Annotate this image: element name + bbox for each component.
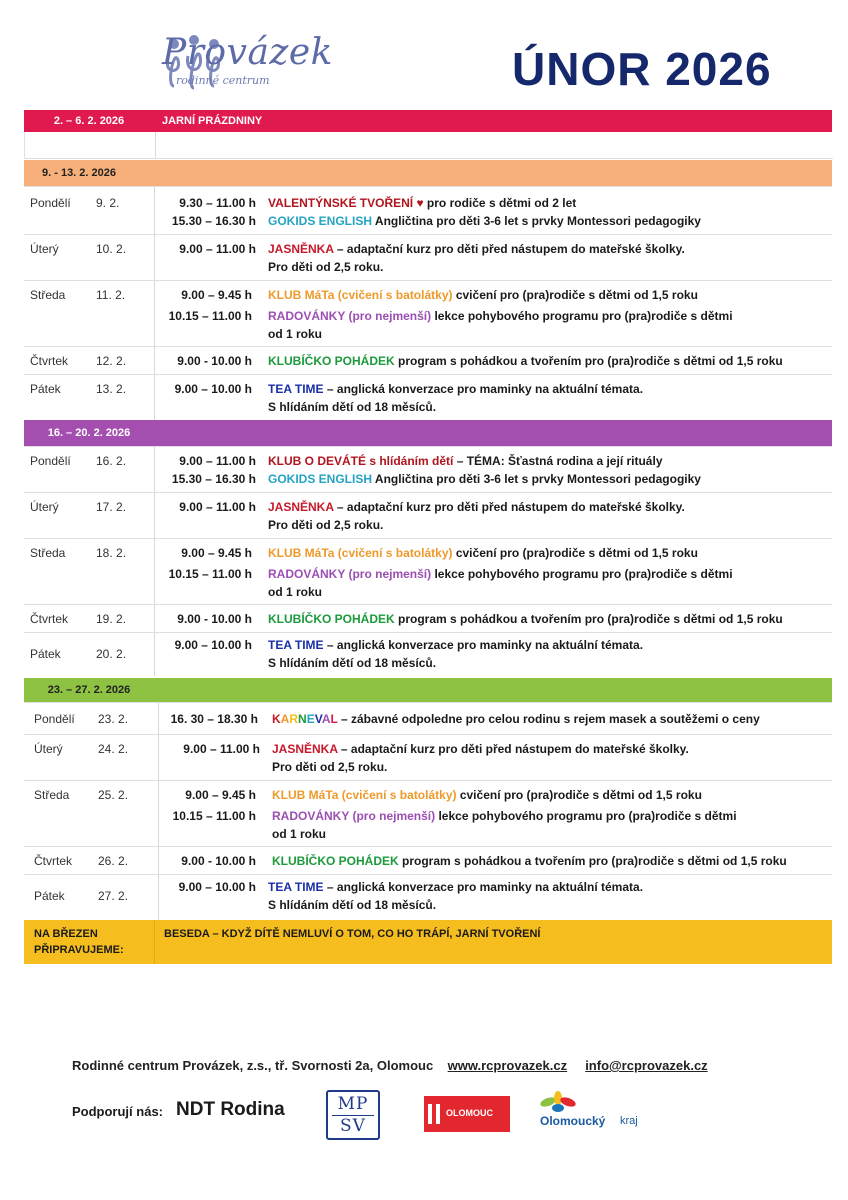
event-name: RADOVÁNKY (pro nejmenší) [268, 567, 432, 581]
event-desc: pro rodiče s dětmi od 2 let [423, 196, 577, 210]
event-time: 10.15 – 11.00 h [168, 567, 252, 581]
day-date: 11. 2. [96, 288, 126, 302]
event-name: RADOVÁNKY (pro nejmenší) [268, 309, 432, 323]
day-row [24, 846, 832, 875]
event-time: 10.15 – 11.00 h [172, 809, 256, 823]
event-time: 10.15 – 11.00 h [168, 309, 252, 323]
day-row [24, 492, 832, 539]
event-time: 9.30 – 11.00 h [179, 196, 256, 210]
event-line [268, 288, 698, 302]
event-desc: lekce pohybového programu pro (pra)rodiče s dětmi [431, 309, 733, 323]
event-line [268, 214, 701, 228]
event-time: 9.00 – 11.00 h [179, 500, 256, 514]
day-row [24, 234, 832, 281]
day-date: 9. 2. [96, 196, 120, 210]
event-desc: – adaptační kurz pro děti před nástupem do mateřské školky. [333, 242, 685, 256]
day-name: Úterý [34, 742, 63, 756]
event-desc: cvičení pro (pra)rodiče s dětmi od 1,5 roku [452, 546, 698, 560]
event-name: KLUBÍČKO POHÁDEK [268, 354, 395, 368]
event-desc: – adaptační kurz pro děti před nástupem do mateřské školky. [333, 500, 685, 514]
event-time: 9.00 – 10.00 h [178, 880, 256, 894]
day-row [24, 702, 832, 735]
day-row [24, 632, 832, 677]
day-name: Úterý [30, 500, 59, 514]
day-name: Pondělí [30, 196, 71, 210]
announcement-bar [24, 920, 832, 964]
day-row [24, 346, 832, 375]
event-desc-cont: od 1 roku [268, 327, 323, 341]
day-date: 23. 2. [98, 712, 129, 726]
event-line [268, 454, 663, 468]
event-name: VALENTÝNSKÉ TVOŘENÍ [268, 196, 414, 210]
event-line [268, 567, 733, 581]
event-time: 9.00 – 10.00 h [174, 638, 252, 652]
day-name: Pátek [30, 647, 61, 661]
day-date: 10. 2. [96, 242, 127, 256]
day-row [24, 374, 832, 421]
event-line [268, 500, 685, 514]
event-desc: – anglická konverzace pro maminky na aktuální témata. [323, 382, 644, 396]
event-line [272, 712, 760, 726]
event-desc: – TÉMA: Šťastná rodina a její rituály [453, 454, 663, 468]
week-label: 9. - 13. 2. 2026 [42, 167, 116, 179]
day-name: Pátek [34, 889, 65, 903]
event-line [268, 309, 733, 323]
day-name: Středa [34, 788, 70, 802]
announce-label-2: PŘIPRAVUJEME: [34, 944, 124, 956]
karneval-letter: E [306, 712, 315, 726]
event-name: JASNĚNKA [272, 742, 338, 756]
event-time: 9.00 – 11.00 h [179, 454, 256, 468]
event-name: JASNĚNKA [268, 500, 334, 514]
karneval-letter: N [298, 712, 307, 726]
event-line [268, 880, 643, 894]
event-time: 9.00 – 9.45 h [185, 788, 256, 802]
event-time: 9.00 – 10.00 h [174, 382, 252, 396]
event-line [272, 788, 702, 802]
page-title: ÚNOR 2026 [512, 43, 772, 95]
event-desc: – adaptační kurz pro děti před nástupem do mateřské školky. [337, 742, 689, 756]
event-desc: program s pohádkou a tvořením pro (pra)rodiče s dětmi od 1,5 roku [394, 612, 783, 626]
event-time: 16. 30 – 18.30 h [170, 712, 258, 726]
day-date: 25. 2. [98, 788, 129, 802]
event-line [268, 472, 701, 486]
day-row [24, 538, 832, 605]
day-row [24, 446, 832, 493]
announce-label-1: NA BŘEZEN [34, 928, 98, 940]
event-time: 9.00 - 10.00 h [181, 854, 256, 868]
event-line [272, 809, 737, 823]
event-desc: program s pohádkou a tvořením pro (pra)rodiče s dětmi od 1,5 roku [398, 854, 787, 868]
flower-icon [538, 1090, 578, 1116]
event-time: 15.30 – 16.30 h [171, 472, 256, 486]
day-row [24, 280, 832, 347]
event-desc-cont: Pro děti od 2,5 roku. [268, 260, 384, 274]
week-bar [24, 420, 832, 446]
day-date: 19. 2. [96, 612, 127, 626]
event-desc: – anglická konverzace pro maminky na aktuální témata. [323, 638, 644, 652]
logo-name: Provázek [162, 32, 333, 73]
day-name: Středa [30, 546, 66, 560]
event-name: KLUB O DEVÁTÉ s hlídáním dětí [268, 454, 454, 468]
event-time: 9.00 – 11.00 h [183, 742, 260, 756]
day-date: 12. 2. [96, 354, 127, 368]
event-time: 9.00 - 10.00 h [177, 612, 252, 626]
event-line [268, 612, 783, 626]
karneval-letter: A [321, 712, 331, 726]
kraj-text-2: kraj [620, 1115, 638, 1127]
week-bar [24, 160, 832, 186]
event-name: GOKIDS ENGLISH [268, 214, 373, 228]
week-bar [24, 678, 832, 702]
event-name: KLUB MáTa (cvičení s batolátky) [268, 288, 453, 302]
karneval-letter: A [280, 712, 290, 726]
day-row [24, 604, 832, 633]
event-desc: Angličtina pro děti 3-6 let s prvky Montessori pedagogiky [372, 214, 701, 228]
event-name: JASNĚNKA [268, 242, 334, 256]
day-row [24, 780, 832, 847]
day-date: 27. 2. [98, 889, 129, 903]
event-line [268, 242, 685, 256]
day-name: Pondělí [30, 454, 71, 468]
logo-subtitle: rodinné centrum [176, 74, 270, 87]
event-desc-cont: Pro děti od 2,5 roku. [268, 518, 384, 532]
mpsv-text-1: MP [337, 1094, 369, 1114]
support-label: Podporují nás: [72, 1104, 163, 1119]
event-name: KLUBÍČKO POHÁDEK [272, 854, 399, 868]
event-line [272, 854, 787, 868]
mpsv-text-2: SV [340, 1116, 366, 1136]
day-name: Pátek [30, 382, 61, 396]
karneval-letter: V [314, 712, 322, 726]
support-name: NDT Rodina [176, 1099, 285, 1120]
event-desc: cvičení pro (pra)rodiče s dětmi od 1,5 roku [456, 788, 702, 802]
day-name: Pondělí [34, 712, 75, 726]
karneval-letter: R [289, 712, 299, 726]
spacer-row [24, 132, 833, 159]
footer-address-line [72, 1058, 708, 1073]
mpsv-logo [326, 1090, 380, 1140]
event-time: 9.00 – 11.00 h [179, 242, 256, 256]
day-row [24, 186, 832, 235]
karneval-letter: L [330, 712, 338, 726]
event-name-karneval [272, 712, 338, 726]
karneval-letter: K [272, 712, 281, 726]
event-name: RADOVÁNKY (pro nejmenší) [272, 809, 436, 823]
event-time: 9.00 – 9.45 h [181, 546, 252, 560]
event-desc: cvičení pro (pra)rodiče s dětmi od 1,5 roku [452, 288, 698, 302]
event-desc: lekce pohybového programu pro (pra)rodiče s dětmi [435, 809, 737, 823]
event-desc-cont: od 1 roku [268, 585, 323, 599]
email-link[interactable]: info@rcprovazek.cz [585, 1058, 708, 1073]
day-name: Úterý [30, 242, 59, 256]
event-name: TEA TIME [268, 382, 324, 396]
website-link[interactable]: www.rcprovazek.cz [447, 1058, 568, 1073]
event-desc-cont: S hlídáním dětí od 18 měsíců. [268, 898, 437, 912]
day-date: 24. 2. [98, 742, 129, 756]
kraj-text-1: Olomoucký [540, 1114, 606, 1128]
day-date: 18. 2. [96, 546, 127, 560]
day-date: 13. 2. [96, 382, 127, 396]
week-label: 23. – 27. 2. 2026 [47, 684, 131, 696]
event-desc: program s pohádkou a tvořením pro (pra)rodiče s dětmi od 1,5 roku [394, 354, 783, 368]
event-time: 15.30 – 16.30 h [171, 214, 256, 228]
day-row [24, 874, 832, 921]
holiday-title: JARNÍ PRÁZDNINY [162, 115, 263, 127]
day-row [24, 734, 832, 781]
event-desc-cont: Pro děti od 2,5 roku. [272, 760, 388, 774]
event-line [268, 354, 783, 368]
holiday-dates: 2. – 6. 2. 2026 [53, 115, 125, 127]
event-name: KLUB MáTa (cvičení s batolátky) [268, 546, 453, 560]
event-name: TEA TIME [268, 880, 324, 894]
event-desc-cont: S hlídáním dětí od 18 měsíců. [268, 656, 437, 670]
event-line [272, 742, 689, 756]
day-date: 16. 2. [96, 454, 127, 468]
olomouc-logo-text: OLOMOUC [446, 1108, 493, 1118]
heart-icon: ♥ [416, 196, 424, 210]
event-desc: – zábavné odpoledne pro celou rodinu s rejem masek a soutěžemi o ceny [337, 712, 760, 726]
day-date: 26. 2. [98, 854, 129, 868]
event-line [268, 382, 643, 396]
event-desc: lekce pohybového programu pro (pra)rodiče s dětmi [431, 567, 733, 581]
holiday-bar [24, 110, 832, 132]
event-desc: – anglická konverzace pro maminky na aktuální témata. [323, 880, 644, 894]
event-desc-cont: od 1 roku [272, 827, 327, 841]
event-name: TEA TIME [268, 638, 324, 652]
event-time: 9.00 - 10.00 h [177, 354, 252, 368]
day-name: Čtvrtek [34, 854, 73, 868]
day-name: Čtvrtek [30, 612, 69, 626]
week-label: 16. – 20. 2. 2026 [47, 427, 131, 439]
event-name: KLUBÍČKO POHÁDEK [268, 612, 395, 626]
event-line [268, 638, 643, 652]
event-name: GOKIDS ENGLISH [268, 472, 373, 486]
event-line [268, 196, 576, 210]
event-time: 9.00 – 9.45 h [181, 288, 252, 302]
event-desc: Angličtina pro děti 3-6 let s prvky Montessori pedagogiky [372, 472, 701, 486]
announce-text: BESEDA – KDYŽ DÍTĚ NEMLUVÍ O TOM, CO HO TRÁPÍ, JARNÍ TVOŘENÍ [164, 928, 541, 940]
day-name: Čtvrtek [30, 354, 69, 368]
event-desc-cont: S hlídáním dětí od 18 měsíců. [268, 400, 437, 414]
day-name: Středa [30, 288, 66, 302]
day-date: 17. 2. [96, 500, 127, 514]
footer-address: Rodinné centrum Provázek, z.s., tř. Svornosti 2a, Olomouc [72, 1058, 434, 1073]
olomoucky-kraj-logo [538, 1090, 668, 1130]
day-date: 20. 2. [96, 647, 127, 661]
olomouc-logo [424, 1096, 510, 1132]
event-name: KLUB MáTa (cvičení s batolátky) [272, 788, 457, 802]
event-line [268, 546, 698, 560]
